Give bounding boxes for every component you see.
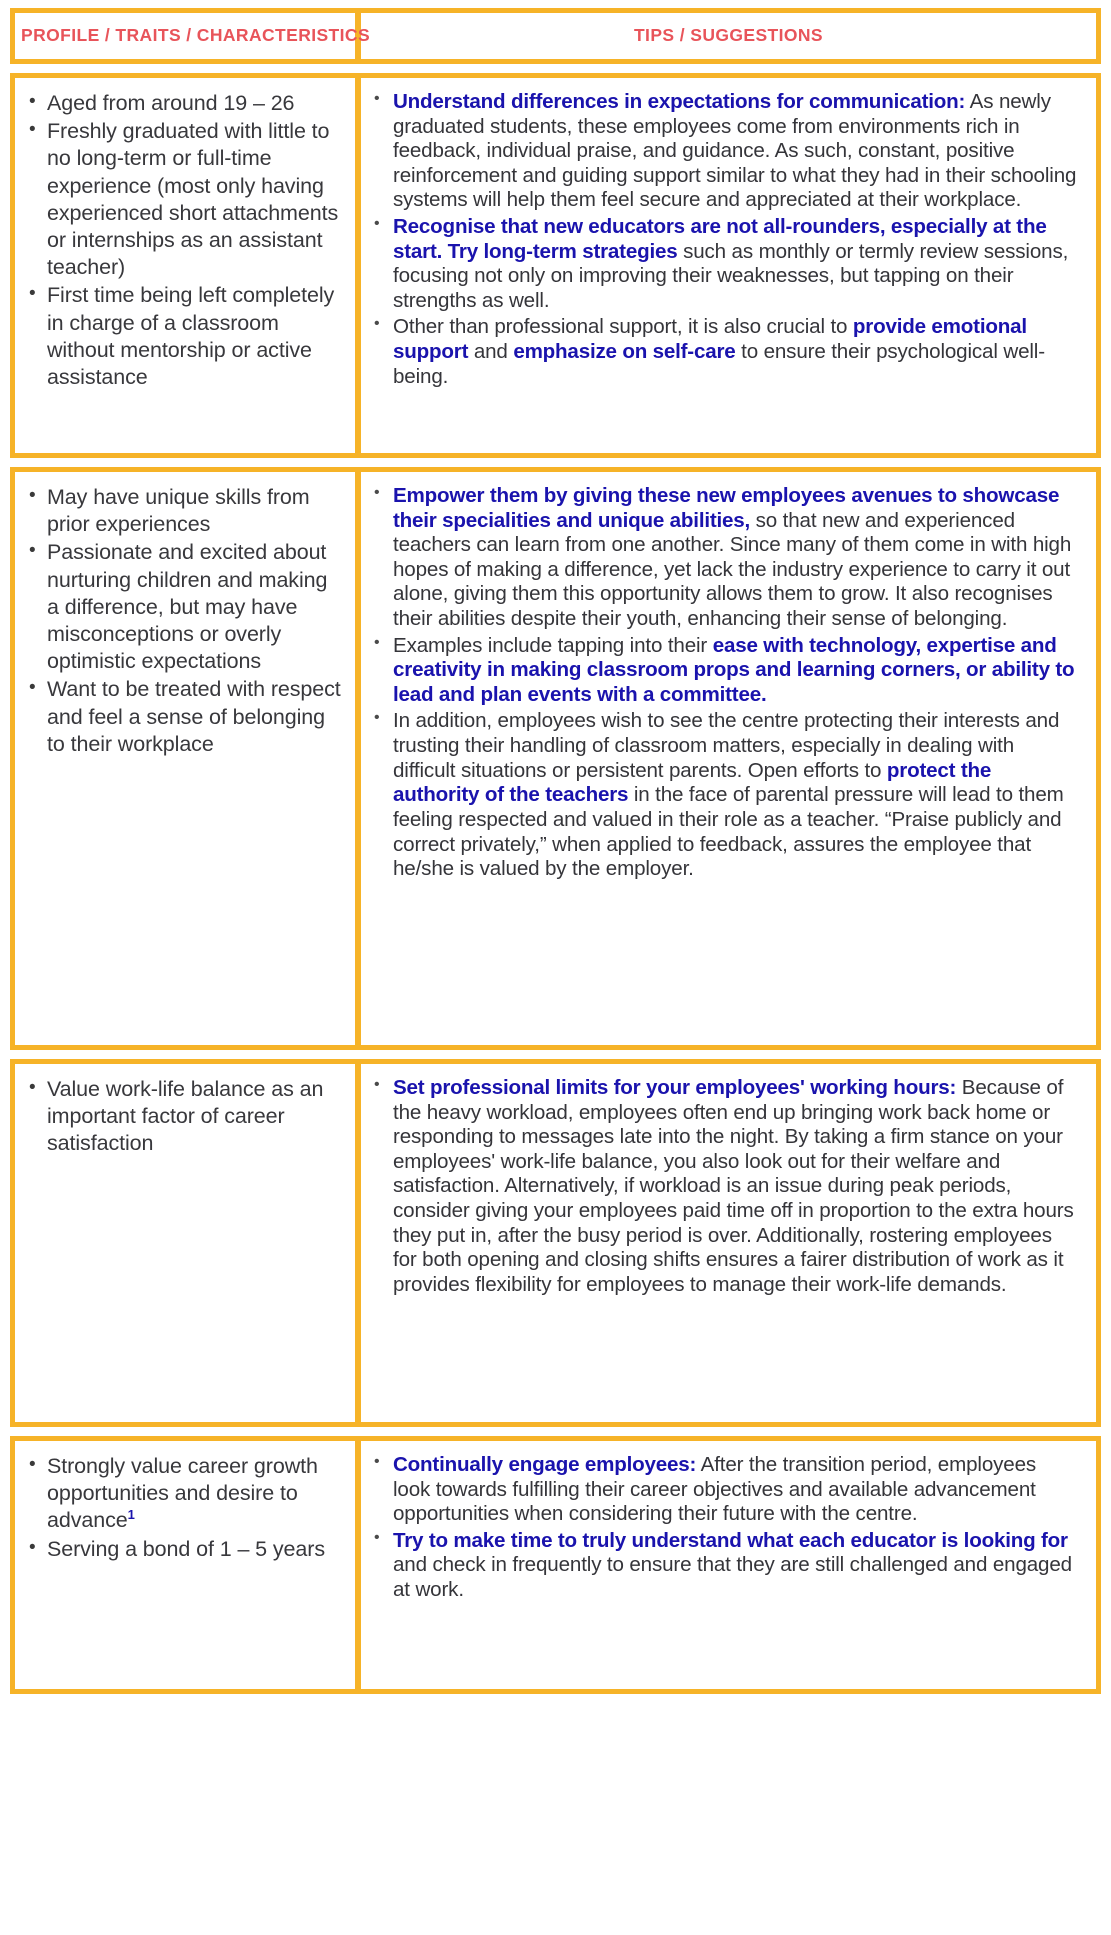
profile-list-3 (25, 1076, 341, 1158)
list-item (371, 709, 1078, 881)
row-spacer (10, 1050, 1101, 1059)
list-item (371, 1076, 1078, 1297)
list-item (371, 1453, 1078, 1527)
table-row (10, 467, 1101, 1050)
tip-text-pre: In addition, employees wish to see the centre protecting their interests and trusting their handling of classroom matters, especially in dealing with difficult situations or persistent parents. Open efforts to (393, 709, 1060, 782)
tip-body: so that new and experienced teachers can learn from one another. Since many of them come in with high hopes of making a difference, yet lack the industry experience to carry it out alone, giving them this opportunity allows them to grow. It also recognises their abilities despite their youth, enhancing their sense of belonging. (393, 508, 1072, 631)
profile-cell-3 (10, 1059, 358, 1427)
tip-highlight: emphasize on self-care (513, 340, 736, 364)
tip-lead: Continually engage employees: (393, 1453, 697, 1476)
list-item (371, 1529, 1078, 1603)
tip-highlight: protect the authority of the teachers (393, 758, 992, 807)
profile-list-4 (25, 1453, 341, 1563)
tips-list-3 (371, 1076, 1078, 1297)
list-item (371, 215, 1078, 313)
tips-cell-2 (358, 467, 1101, 1050)
profile-tips-table (10, 8, 1101, 1694)
tip-highlight: Try to make time to truly understand what each educator is looking for (393, 1528, 1068, 1552)
profile-text: Strongly value career growth opportunities and desire to advance (47, 1454, 318, 1533)
profile-cell-2 (10, 467, 358, 1050)
table-row (10, 1436, 1101, 1694)
table-header-row (10, 8, 1101, 64)
list-item: • First time being left completely in charge of a classroom without mentorship or active assistance (25, 282, 341, 391)
tip-lead: Empower them by giving these new employees avenues to showcase their specialities and unique abilities, (393, 484, 1060, 532)
tips-list-4 (371, 1453, 1078, 1603)
table-row (10, 73, 1101, 458)
header-label-profile: PROFILE / TRAITS / CHARACTERISTICS (21, 25, 371, 45)
profile-cell-4 (10, 1436, 358, 1694)
list-item: • Want to be treated with respect and feel a sense of belonging to their workplace (25, 676, 341, 758)
header-cell-tips (358, 8, 1101, 64)
list-item: • Freshly graduated with little to no long-term or full-time experience (most only having experienced short attachments or internships as an assistant teacher) (25, 118, 341, 281)
tip-body: such as monthly or termly review sessions, focusing not only on improving their weaknesses, but tapping on their strengths as well. (393, 239, 1069, 312)
tips-cell-1 (358, 73, 1101, 458)
list-item (25, 1453, 341, 1535)
tip-text-pre: Examples include tapping into their (393, 633, 713, 657)
profile-cell-1 (10, 73, 358, 458)
tip-text-post: to ensure their psychological well-being. (393, 340, 1045, 388)
row-spacer (10, 64, 1101, 73)
row-spacer (10, 1427, 1101, 1436)
row-spacer (10, 458, 1101, 467)
list-item (371, 484, 1078, 632)
tip-lead: Recognise that new educators are not all-rounders, especially at the start. Try long-term strategies (393, 215, 1047, 263)
tip-body: After the transition period, employees look towards fulfilling their career objectives and available advancement opportunities when considering their future with the centre. (393, 1453, 1037, 1526)
tip-lead: Understand differences in expectations for communication: (393, 90, 966, 113)
profile-list-2 (25, 484, 341, 758)
list-item: • Value work-life balance as an important factor of career satisfaction (25, 1076, 341, 1158)
footnote-marker: 1 (127, 1507, 135, 1523)
tip-lead: Set professional limits for your employees' working hours: (393, 1076, 957, 1099)
table-row (10, 1059, 1101, 1427)
list-item: • Passionate and excited about nurturing children and making a difference, but may have misconceptions or overly optimistic expectations (25, 539, 341, 675)
list-item (371, 634, 1078, 708)
tips-list-2 (371, 484, 1078, 882)
profile-list-1 (25, 90, 341, 391)
header-label-tips: TIPS / SUGGESTIONS (633, 25, 824, 45)
tip-highlight: ease with technology, expertise and creativity in making classroom props and learning corners, or ability to lead and plan events with a committee. (393, 633, 1075, 706)
list-item (371, 90, 1078, 213)
tip-text-post: and check in frequently to ensure that they are still challenged and engaged at work. (393, 1553, 1072, 1602)
tip-body: As newly graduated students, these employees come from environments rich in feedback, individual praise, and guidance. As such, constant, positive reinforcement and guiding support similar to what they had in their schooling systems will help them feel secure and appreciated at their workplace. (393, 90, 1077, 212)
tips-cell-3 (358, 1059, 1101, 1427)
tips-cell-4 (358, 1436, 1101, 1694)
header-cell-profile (10, 8, 371, 64)
list-item (371, 315, 1078, 389)
tip-text-pre: Other than professional support, it is also crucial to (393, 315, 853, 339)
tip-highlight: provide emotional support (393, 315, 1027, 364)
list-item: • May have unique skills from prior experiences (25, 484, 341, 538)
list-item: • Aged from around 19 – 26 (25, 90, 341, 117)
tip-text-post: in the face of parental pressure will lead to them feeling respected and valued in their role as a teacher. “Praise publicly and correct privately,” when applied to feedback, assures the employee that he/she is valued by the employer. (393, 783, 1064, 881)
tip-text-mid: and (468, 340, 514, 364)
list-item: • Serving a bond of 1 – 5 years (25, 1536, 341, 1563)
tips-list-1 (371, 90, 1078, 389)
tip-body: Because of the heavy workload, employees often end up bringing work back home or responding to messages late into the night. By taking a firm stance on your employees' work-life balance, you also look out for their welfare and satisfaction. Alternatively, if workload is an issue during peak periods, consider giving your employees paid time off in proportion to the extra hours they put in, after the busy period is over. Additionally, rostering employees for both opening and closing shifts ensures a fairer distribution of work as it provides flexibility for employees to manage their work-life demands. (393, 1076, 1074, 1296)
